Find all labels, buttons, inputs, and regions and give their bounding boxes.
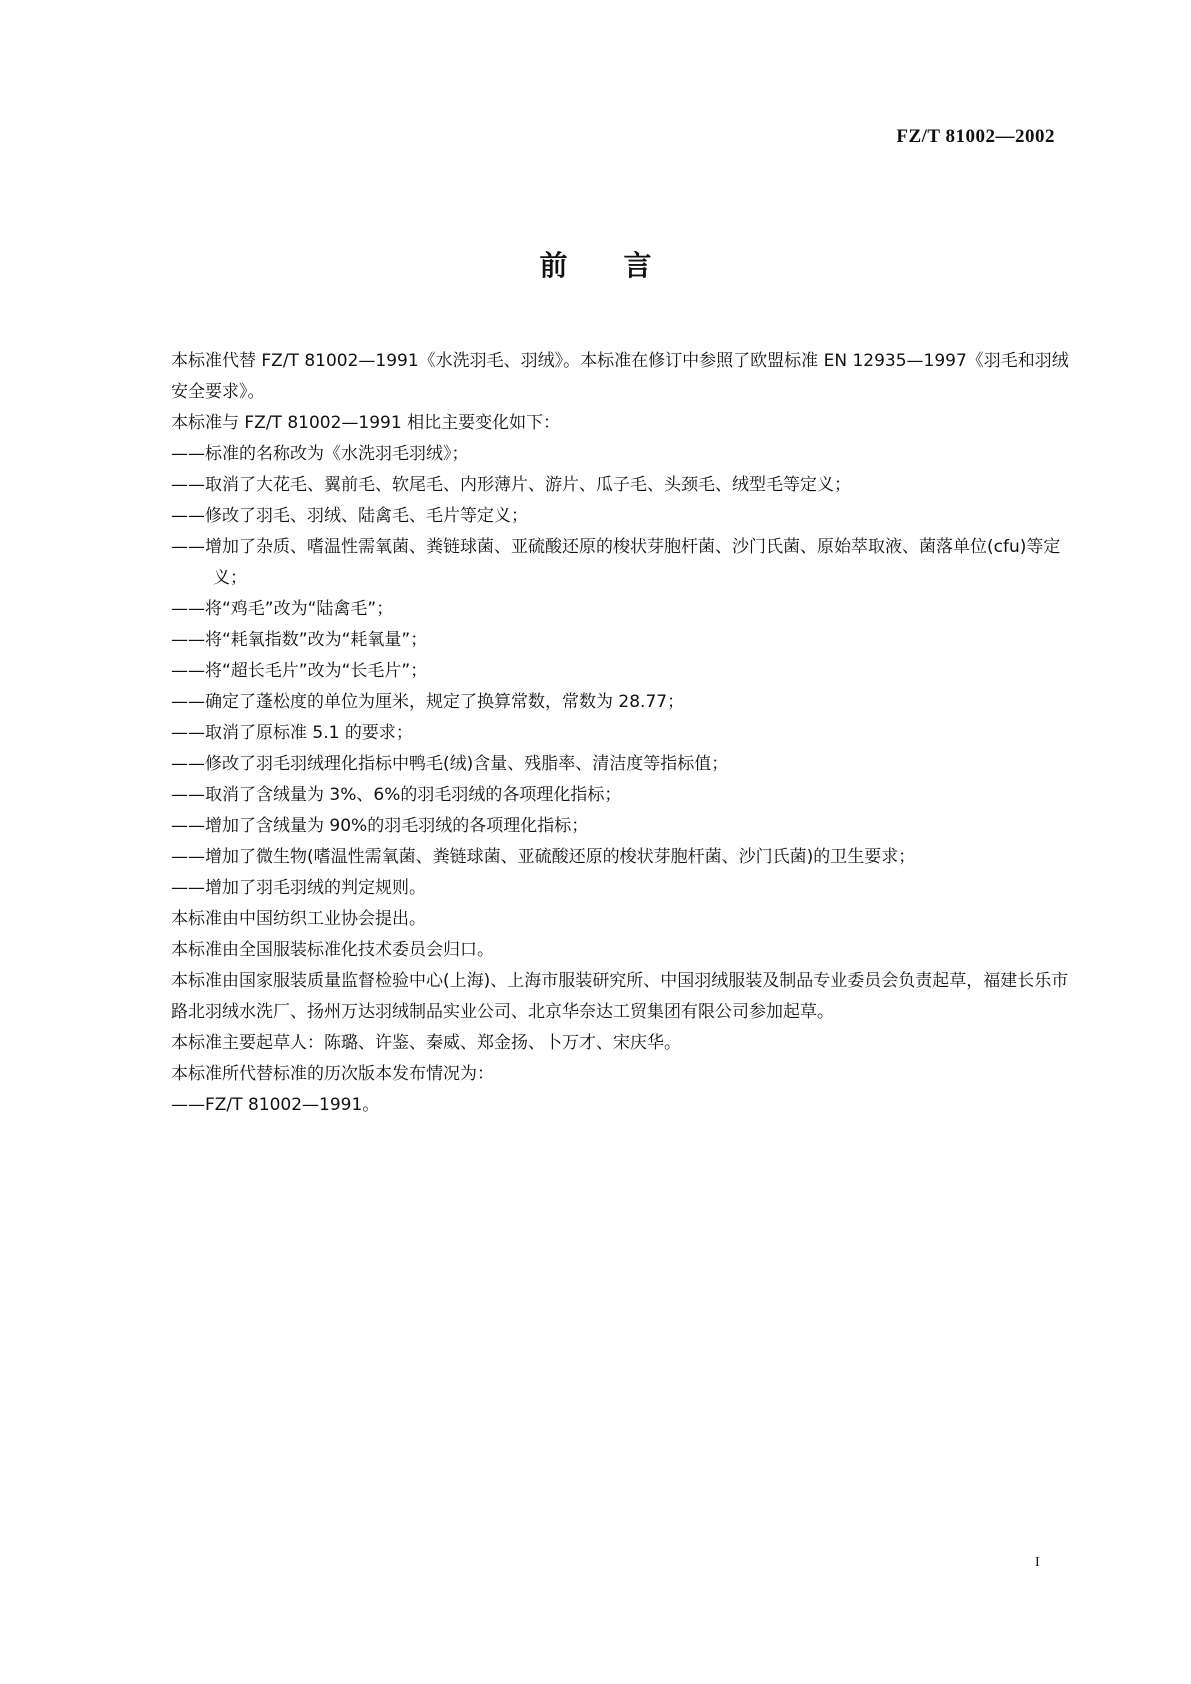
change-item: ——增加了含绒量为 90%的羽毛羽绒的各项理化指标； bbox=[171, 816, 589, 836]
intro-paragraph-2: 本标准与 FZ/T 81002—1991 相比主要变化如下： bbox=[171, 413, 561, 433]
change-item: ——修改了羽毛、羽绒、陆禽毛、毛片等定义； bbox=[171, 506, 528, 526]
preface-body bbox=[171, 346, 1086, 1121]
change-item: ——增加了微生物(嗜温性需氧菌、粪链球菌、亚硫酸还原的梭状芽胞杆菌、沙门氏菌)的卫生要求； bbox=[171, 847, 916, 867]
change-item: ——增加了杂质、嗜温性需氧菌、粪链球菌、亚硫酸还原的梭状芽胞杆菌、沙门氏菌、原始萃取液、菌落单位(cfu)等定义； bbox=[171, 537, 1061, 588]
change-item: ——修改了羽毛羽绒理化指标中鸭毛(绒)含量、残脂率、清洁度等指标值； bbox=[171, 754, 729, 774]
change-item: ——增加了羽毛羽绒的判定规则。 bbox=[171, 878, 426, 898]
outro-paragraph-5: 本标准所代替标准的历次版本发布情况为： bbox=[171, 1064, 494, 1084]
page-title: 前言 bbox=[539, 249, 708, 282]
document-code: FZ/T 81002—2002 bbox=[896, 126, 1055, 147]
change-item: ——取消了原标准 5.1 的要求； bbox=[171, 723, 413, 743]
outro-paragraph-4: 本标准主要起草人：陈璐、许鉴、秦威、郑金扬、卜万才、宋庆华。 bbox=[171, 1033, 681, 1053]
outro-paragraph-2: 本标准由全国服装标准化技术委员会归口。 bbox=[171, 940, 494, 960]
change-item: ——将“鸡毛”改为“陆禽毛”； bbox=[171, 599, 394, 619]
change-item: ——标准的名称改为《水洗羽毛羽绒》； bbox=[171, 444, 469, 464]
outro-paragraph-1: 本标准由中国纺织工业协会提出。 bbox=[171, 909, 426, 929]
change-item: ——确定了蓬松度的单位为厘米，规定了换算常数，常数为 28.77； bbox=[171, 692, 685, 712]
change-item: ——将“耗氧指数”改为“耗氧量”； bbox=[171, 630, 428, 650]
change-item: ——取消了含绒量为 3%、6%的羽毛羽绒的各项理化指标； bbox=[171, 785, 622, 805]
outro-paragraph-6: ——FZ/T 81002—1991。 bbox=[171, 1095, 380, 1115]
outro-paragraph-3: 本标准由国家服装质量监督检验中心(上海)、上海市服装研究所、中国羽绒服装及制品专业委员会负责起草，福建长乐市路北羽绒水洗厂、扬州万达羽绒制品实业公司、北京华奈达工贸集团有限公司参加起草。 bbox=[171, 971, 1069, 1022]
change-item: ——取消了大花毛、翼前毛、软尾毛、内形薄片、游片、瓜子毛、头颈毛、绒型毛等定义； bbox=[171, 475, 851, 495]
intro-paragraph-1: 本标准代替 FZ/T 81002—1991《水洗羽毛、羽绒》。本标准在修订中参照了欧盟标准 EN 12935—1997《羽毛和羽绒 安全要求》。 bbox=[171, 351, 1086, 402]
change-item: ——将“超长毛片”改为“长毛片”； bbox=[171, 661, 428, 681]
page-number: I bbox=[1035, 1555, 1040, 1570]
